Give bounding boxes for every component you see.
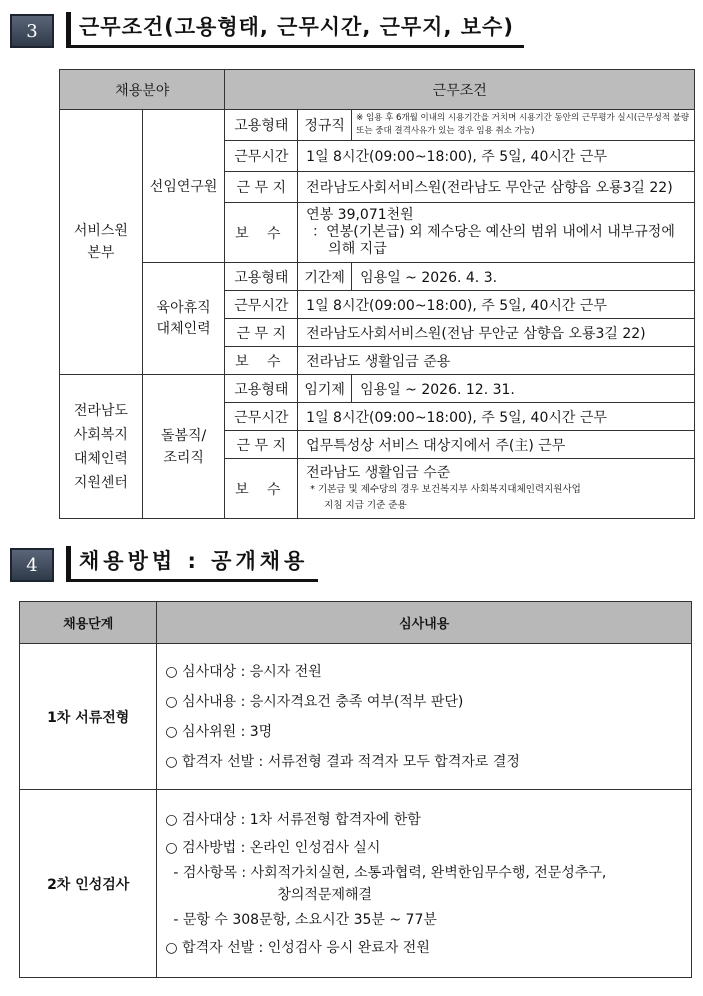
pay-note: * 기본급 및 제수당의 경우 보건복지부 사회복지대체인력지원사업 [310, 483, 581, 495]
section-title: 채용방법 : 공개채용 [71, 545, 318, 582]
header-conditions: 근무조건 [225, 70, 695, 110]
section-number: 4 [10, 548, 54, 582]
label-employment-type: 고용형태 [225, 375, 298, 403]
pay-line: ：연봉(기본급) 외 제수당은 예산의 범위 내에서 내부규정에 [312, 224, 675, 240]
value-hours: 1일 8시간(09:00~18:00), 주 5일, 40시간 근무 [298, 291, 695, 319]
stage-document-screening: 1차 서류전형 [20, 644, 157, 790]
label-employment-type: 고용형태 [225, 110, 298, 141]
label-place: 근 무 지 [225, 319, 298, 347]
position-label: 육아휴직 대체인력 [156, 299, 211, 337]
list-item: ○ 심사내용 : 응시자격요건 충족 여부(적부 판단) [165, 693, 464, 710]
list-item: - 문항 수 308문항, 소요시간 35분 ~ 77분 [173, 911, 437, 928]
list-item: ○ 심사대상 : 응시자 전원 [165, 663, 322, 680]
label-place: 근 무 지 [225, 172, 298, 203]
label-pay: 보 수 [225, 203, 298, 263]
list-item: ○ 합격자 선발 : 서류전형 결과 적격자 모두 합격자로 결정 [165, 753, 520, 770]
value-employment-period: 임용일 ~ 2026. 4. 3. [352, 263, 695, 291]
value-employment-period: 임용일 ~ 2026. 12. 31. [352, 375, 695, 403]
value-place: 전라남도사회서비스원(전남 무안군 삼향읍 오룡3길 22) [298, 319, 695, 347]
value-pay: 전라남도 생활임금 준용 [298, 347, 695, 375]
value-hours: 1일 8시간(09:00~18:00), 주 5일, 40시간 근무 [298, 141, 695, 172]
pay-line: 연봉 39,071천원 [306, 207, 414, 223]
position-senior-researcher: 선임연구원 [142, 110, 225, 263]
value-hours: 1일 8시간(09:00~18:00), 주 5일, 40시간 근무 [298, 403, 695, 431]
value-employment-type: 임기제 [298, 375, 352, 403]
dept-label: 서비스원 본부 [73, 223, 128, 261]
value-employment-type: 기간제 [298, 263, 352, 291]
pay-note: 지침 지급 기준 준용 [324, 499, 407, 511]
label-place: 근 무 지 [225, 431, 298, 459]
label-pay: 보 수 [225, 347, 298, 375]
pay-line: 전라남도 생활임금 수준 [306, 464, 451, 481]
value-place: 전라남도사회서비스원(전라남도 무안군 삼향읍 오룡3길 22) [298, 172, 695, 203]
label-hours: 근무시간 [225, 403, 298, 431]
list-item: ○ 검사방법 : 온라인 인성검사 실시 [165, 839, 381, 856]
section-number: 3 [10, 14, 54, 48]
dept-service-hq [60, 110, 143, 375]
list-item: ○ 합격자 선발 : 인성검사 응시 완료자 전원 [165, 939, 430, 956]
dept-label: 전라남도 사회복지 대체인력 지원센터 [73, 402, 128, 491]
section-4-header [10, 542, 318, 582]
stage-personality-test: 2차 인성검사 [20, 790, 157, 978]
section-3-header [10, 8, 524, 48]
work-conditions-table [59, 69, 695, 519]
header-field: 채용분야 [60, 70, 225, 110]
list-item: ○ 검사대상 : 1차 서류전형 합격자에 한함 [165, 811, 421, 828]
list-item: - 검사항목 : 사회적가치실현, 소통과협력, 완벽한임무수행, 전문성추구, [173, 864, 607, 881]
label-pay: 보 수 [225, 459, 298, 519]
value-employment-type: 정규직 [298, 110, 352, 141]
label-hours: 근무시간 [225, 141, 298, 172]
value-pay [298, 459, 695, 519]
label-hours: 근무시간 [225, 291, 298, 319]
dept-substitute-center [60, 375, 143, 519]
label-employment-type: 고용형태 [225, 263, 298, 291]
stage1-items [157, 644, 692, 790]
header-stage: 채용단계 [20, 602, 157, 644]
section-title: 근무조건(고용형태, 근무시간, 근무지, 보수) [71, 11, 524, 48]
position-parental-leave [142, 263, 225, 375]
position-label: 돌봄직/ 조리직 [160, 427, 207, 466]
employment-note: ※ 임용 후 6개월 이내의 시용기간을 거치며 시용기간 동안의 근무평가 실시(근무성적 불량 또는 중대 결격사유가 있는 경우 임용 취소 가능) [352, 110, 695, 141]
pay-line: 의해 지급 [328, 241, 387, 257]
hiring-method-table [19, 601, 692, 978]
value-pay [298, 203, 695, 263]
position-care-cook [142, 375, 225, 519]
list-item: 창의적문제해결 [277, 886, 373, 903]
header-content: 심사내용 [157, 602, 692, 644]
list-item: ○ 심사위원 : 3명 [165, 723, 273, 740]
stage2-items [157, 790, 692, 978]
value-place: 업무특성상 서비스 대상지에서 주(主) 근무 [298, 431, 695, 459]
